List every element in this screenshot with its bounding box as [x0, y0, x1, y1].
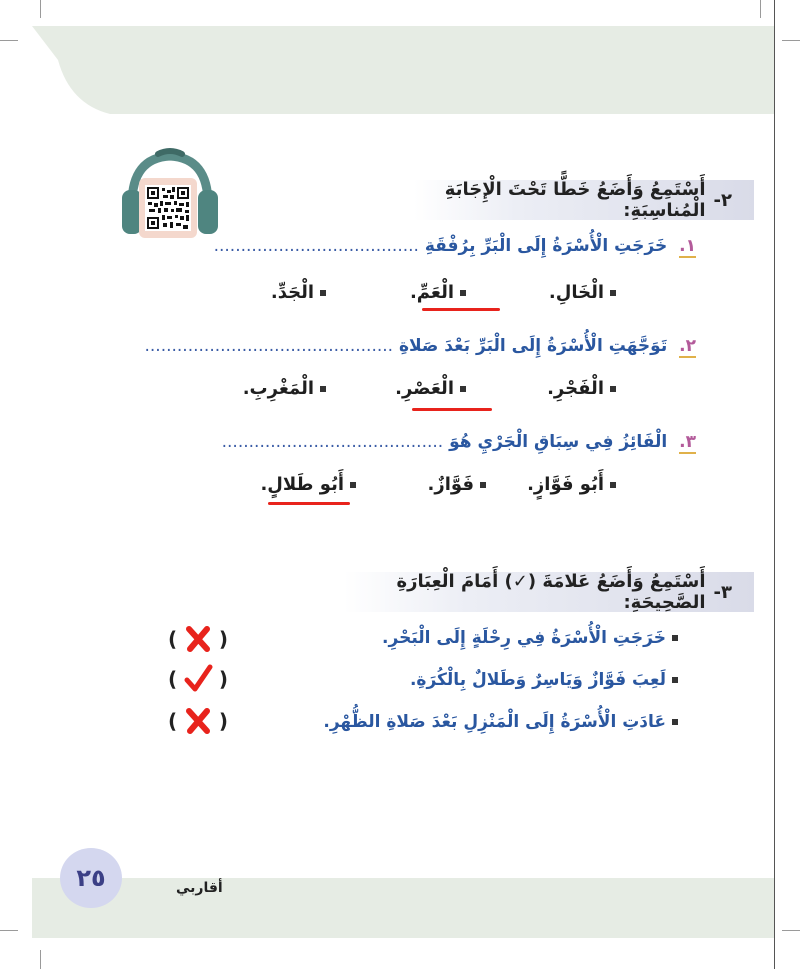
- option[interactable]: [246, 282, 326, 303]
- question-3: [222, 432, 696, 452]
- question-number: ١.: [679, 236, 696, 256]
- option-selected[interactable]: [326, 378, 466, 399]
- paren-open: (: [168, 709, 178, 733]
- statement-1: [382, 628, 678, 648]
- option[interactable]: [486, 474, 616, 495]
- answer-mark-2[interactable]: [168, 664, 228, 694]
- question-number: ٣.: [679, 432, 696, 452]
- bullet-icon: [610, 386, 616, 392]
- question-2: [144, 336, 696, 356]
- statement-3: [323, 712, 678, 732]
- paren-open: (: [168, 667, 178, 691]
- option-label: الْخَالِ.: [548, 282, 604, 303]
- option-label: الْفَجْرِ.: [547, 378, 604, 399]
- option-label: فَوَّازٌ.: [427, 474, 474, 495]
- answer-underline: [422, 308, 500, 311]
- bullet-icon: [350, 482, 356, 488]
- exercise-3-heading: [344, 572, 754, 612]
- bullet-icon: [460, 386, 466, 392]
- qr-code-icon: [145, 185, 191, 231]
- cross-icon: [183, 706, 213, 736]
- exercise-title: أَسْتَمِعُ وَأَضَعُ عَلامَةَ (✓) أَمَامَ الْعِبَارَةِ الصَّحِيحَةِ:: [396, 571, 706, 613]
- exercise-title: أَسْتَمِعُ وَأَضَعُ خَطًّا تَحْتَ الْإِجَابَةِ الْمُناسِبَةِ:: [444, 179, 706, 221]
- bullet-icon: [672, 677, 678, 683]
- statement-2: [410, 670, 678, 690]
- bullet-icon: [320, 386, 326, 392]
- option[interactable]: [466, 378, 616, 399]
- answer-blank: .........................................: [221, 432, 444, 452]
- option-selected[interactable]: [326, 282, 466, 303]
- question-text: الْفَائِزُ فِي سِبَاقِ الْجَرْيِ هُوَ: [449, 432, 668, 452]
- option[interactable]: [356, 474, 486, 495]
- option-label: أَبُو فَوَّازٍ.: [527, 474, 604, 495]
- question-number: ٢.: [679, 336, 696, 356]
- answer-mark-1[interactable]: [168, 624, 228, 654]
- crop-mark: [0, 930, 18, 931]
- bullet-icon: [320, 290, 326, 296]
- bullet-icon: [610, 290, 616, 296]
- exercise-2-heading: [414, 180, 754, 220]
- answer-mark-3[interactable]: [168, 706, 228, 736]
- bullet-icon: [672, 719, 678, 725]
- options-row-1: [246, 282, 616, 303]
- paren-close: ): [218, 709, 228, 733]
- statement-text: لَعِبَ فَوَّازٌ وَيَاسِرٌ وَطَلالٌ بِالْكُرَةِ.: [409, 670, 666, 690]
- option-selected[interactable]: [256, 474, 356, 495]
- answer-underline: [268, 502, 350, 505]
- crop-mark: [774, 0, 775, 969]
- bullet-icon: [610, 482, 616, 488]
- crop-mark: [40, 950, 41, 969]
- statement-text: خَرَجَتِ الْأُسْرَةُ فِي رِحْلَةٍ إِلَى الْبَحْرِ.: [382, 628, 666, 648]
- answer-underline: [412, 408, 492, 411]
- footer-band: [32, 878, 774, 938]
- option-label: الْعَصْرِ.: [395, 378, 454, 399]
- answer-blank: ......................................: [213, 236, 419, 256]
- option[interactable]: [236, 378, 326, 399]
- cross-icon: [183, 624, 213, 654]
- bullet-icon: [480, 482, 486, 488]
- top-band: [0, 0, 800, 120]
- exercise-number: ٢-: [713, 189, 732, 211]
- book-title: أقاربي: [176, 880, 223, 896]
- question-1: [214, 236, 696, 256]
- page-number: ٢٥: [60, 848, 122, 908]
- answer-blank: ..............................................: [144, 336, 394, 356]
- bullet-icon: [672, 635, 678, 641]
- option-label: الْمَغْرِبِ.: [242, 378, 314, 399]
- exercise-number: ٣-: [713, 581, 732, 603]
- bullet-icon: [460, 290, 466, 296]
- statement-text: عَادَتِ الْأُسْرَةُ إِلَى الْمَنْزِلِ بَعْدَ صَلاةِ الظُّهْرِ.: [323, 712, 666, 732]
- question-text: تَوَجَّهَتِ الْأُسْرَةُ إِلَى الْبَرِّ بَعْدَ صَلاةِ: [398, 336, 668, 356]
- options-row-3: [256, 474, 616, 495]
- option-label: الْعَمِّ.: [409, 282, 454, 303]
- question-text: خَرَجَتِ الْأُسْرَةُ إِلَى الْبَرِّ بِرُفْقَةِ: [424, 236, 668, 256]
- option-label: أَبُو طَلالٍ.: [260, 474, 344, 495]
- qr-code[interactable]: [139, 178, 197, 238]
- options-row-2: [236, 378, 616, 399]
- option-label: الْجَدِّ.: [270, 282, 314, 303]
- paren-open: (: [168, 627, 178, 651]
- check-icon: [183, 664, 213, 694]
- paren-close: ): [218, 667, 228, 691]
- option[interactable]: [466, 282, 616, 303]
- crop-mark: [782, 930, 800, 931]
- paren-close: ): [218, 627, 228, 651]
